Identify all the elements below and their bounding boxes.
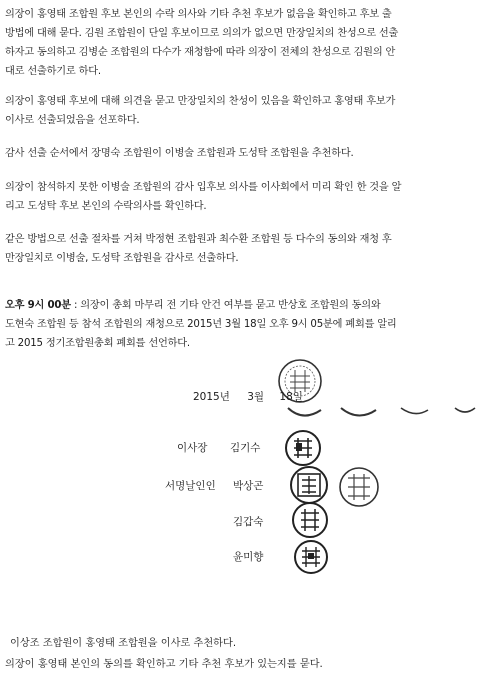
signature-name: 윤미향 (233, 551, 264, 563)
text-line: 의장이 홍영태 후보에 대해 의견을 묻고 만장일치의 찬성이 있음을 확인하고 홍영태 후보가 (5, 96, 396, 107)
text-line: 이상조 조합원이 홍영태 조합원을 이사로 추천하다. (10, 638, 237, 649)
seal-stamp-kimgap (290, 500, 330, 540)
signature-role: 이사장 (177, 442, 208, 454)
seal-arcs (283, 402, 483, 424)
paragraph-auditors-elected (5, 230, 475, 268)
date-year: 2015년 (193, 391, 230, 403)
paragraph-director-elected (5, 92, 475, 130)
text-line (5, 296, 475, 315)
text-line: 도현숙 조합원 등 참석 조합원의 재청으로 2015년 3월 18일 오후 9시 05분에 폐회를 알리 (5, 319, 397, 330)
text-line: 하자고 동의하고 김병순 조합원의 다수가 재청함에 따라 의장이 전체의 찬성으로 김원의 안 (5, 47, 396, 58)
text-line: 의장이 홍영태 본인의 동의를 확인하고 기타 추천 후보가 있는지를 묻다. (5, 659, 323, 670)
seal-stamp-yoon (292, 538, 330, 576)
paragraph-candidate-confirmation (5, 5, 475, 81)
text-line: 이사로 선출되었음을 선포하다. (5, 115, 140, 126)
date-month: 3월 (247, 391, 265, 403)
seal-stamp-kim (283, 428, 323, 468)
text-line: 감사 선출 순서에서 장명숙 조합원이 이병술 조합원과 도성탁 조합원을 추천하다. (5, 148, 354, 159)
text-line: 만장일치로 이병술, 도성탁 조합원을 감사로 선출하다. (5, 253, 239, 264)
signing-date (193, 389, 309, 404)
text-line: 같은 방법으로 선출 절차를 거쳐 박정현 조합원과 최수환 조합원 등 다수의 동의와 재청 후 (5, 234, 392, 245)
date-day: 18일 (279, 391, 303, 403)
signature-name: 김갑숙 (233, 516, 264, 528)
text-line: 대로 선출하기로 하다. (5, 66, 101, 77)
text-line: 의장이 홍영태 조합원 후보 본인의 수락 의사와 기타 추천 후보가 없음을 확인하고 후보 출 (5, 9, 392, 20)
closing-time: 오후 9시 00분 (5, 300, 71, 311)
closing-text: : 의장이 총회 마무리 전 기타 안건 여부를 묻고 반상호 조합원의 동의와 (70, 300, 381, 311)
text-line: 의장이 참석하지 못한 이병술 조합원의 감사 입후보 의사를 이사회에서 미리 확인 한 것을 알 (5, 182, 402, 193)
text-line: 리고 도성탁 후보 본인의 수락의사를 확인하다. (5, 201, 207, 212)
paragraph-auditor-nomination (5, 144, 475, 163)
seal-stamp-large (338, 466, 380, 508)
text-line: 방법에 대해 묻다. 김원 조합원이 단일 후보이므로 의의가 없으면 만장일치의 찬성으로 선출 (5, 28, 399, 39)
text-line: 고 2015 정기조합원총회 폐회를 선언하다. (5, 338, 190, 349)
paragraph-auditor-consent (5, 178, 475, 216)
paragraph-closing (5, 296, 475, 353)
signature-role: 서명날인인 (165, 480, 216, 492)
signature-name: 박상곤 (233, 480, 264, 492)
signature-name: 김기수 (230, 442, 261, 454)
bottom-text (5, 633, 475, 675)
